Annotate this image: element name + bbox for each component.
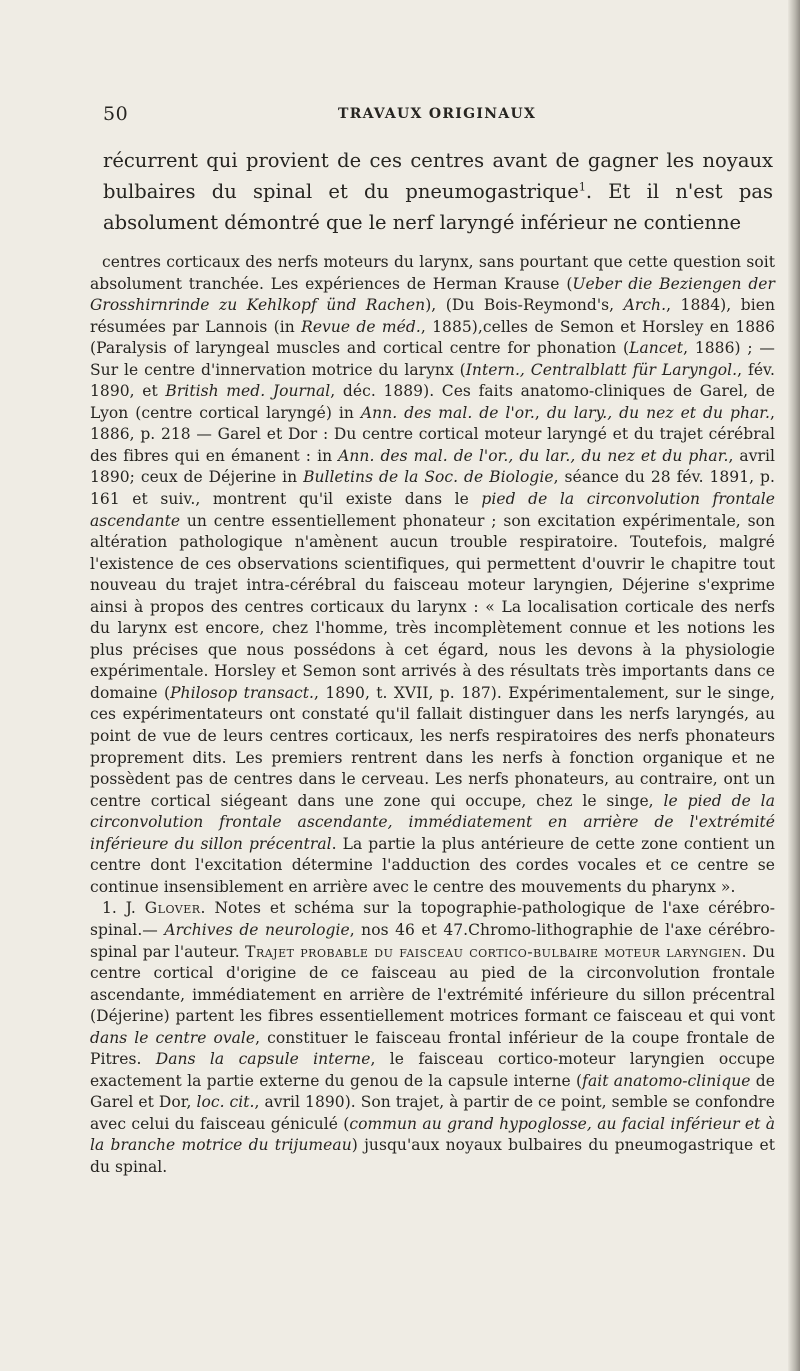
text-run: , constituer le faisceau frontal inférieur de la coupe frontale de Pitres. (90, 1028, 775, 1069)
page-edge-shadow (788, 0, 800, 1371)
text-run: , fév. 1890, et (90, 360, 775, 401)
lower-text-block (90, 252, 775, 1179)
upper-paragraph (103, 145, 773, 238)
running-title: TRAVAUX ORIGINAUX (338, 106, 537, 122)
text-run: , 1885),celles de Semon et Horsley en 1886 (Paralysis of laryngeal muscles and cortical centre for phonation ( (90, 317, 776, 358)
citation-title: Philosop transact. (170, 683, 315, 702)
emphasized-term: Dans la capsule interne (155, 1050, 371, 1069)
text-run: un centre essentiellement phonateur ; son excitation expérimentale, son altération pathologique n'amènent aucun trouble respiratoire. Toutefois, malgré l'existence de ces observations scientifiques, qui permettent d'ouvrir le chapitre tout nouveau du trajet intra-cérébral du faisceau moteur laryngien, Déjerine s'exprime ainsi à propos des centres corticaux du larynx : « La localisation corticale des nerfs du larynx est encore, chez l'homme, très incomplètement connue et les notions les plus précises que nous possédons à cet égard, nous les devons à la physiologie expérimentale. Horsley et Semon sont arrivés à des résultats très importants dans ce domaine ( (90, 511, 775, 702)
emphasized-term: pied de la circonvolution frontale ascendante (90, 490, 775, 530)
body-paragraph (90, 252, 775, 898)
page-number: 50 (103, 103, 129, 125)
emphasized-term: dans le centre ovale (90, 1028, 256, 1047)
upper-text-end: . Et il n'est pas absolument démontré que le nerf laryngé inférieur ne contienne (103, 180, 773, 234)
citation-title: Lancet (629, 339, 684, 358)
text-run: , séance du 28 fév. 1891, p. 161 et suiv., montrent qu'il existe dans le (90, 468, 775, 509)
citation-title: Intern., Centralblatt für Laryngol. (465, 360, 738, 379)
text-run: . La partie la plus antérieure de cette zone contient un centre dont l'excitation détermine l'adduction des cordes vocales et ce centre se continue insensiblement en arrière avec le centre des mouvements du pharynx ». (90, 834, 775, 896)
citation-title: Ann. des mal. de l'or., du lar., du nez et du phar. (338, 446, 729, 465)
citation-title: Ueber die Beziengen der Grosshirnrinde zu Kehlkopf ünd Rachen (90, 274, 775, 315)
text-run: 1. J. (102, 899, 145, 918)
text-run: , (534, 403, 547, 422)
text-run: de Garel et Dor, (90, 1071, 775, 1112)
text-run: , 1886, p. 218 — Garel et Dor : Du centre cortical moteur laryngé et du trajet cérébral des fibres qui en émanent : in (90, 403, 775, 465)
emphasized-term: le pied de la circonvolution frontale ascendante, immédiatement en arrière de l'extrémité inférieure du sillon précentral (90, 791, 775, 853)
citation-title: Archives de neurologie (164, 920, 350, 939)
text-run: , 1890, t. XVII, p. 187). Expérimentalement, sur le singe, ces expérimentateurs ont constaté qu'il fallait distinguer dans les nerfs laryngés, au point de vue de leurs centres corticaux, les nerfs respiratoires des nerfs phonateurs proprement dits. Les premiers rentrent dans les nerfs à fonction organique et ne possèdent pas de centres dans le cerveau. Les nerfs phonateurs, au contraire, ont un centre cortical siégeant dans une zone qui occupe, chez le singe, (90, 683, 775, 810)
footnote (90, 898, 775, 1178)
emphasized-term: commun au grand hypoglosse, au facial inférieur et à la branche motrice du trijumeau (90, 1114, 775, 1155)
text-run: , 1886) ; — Sur le centre d'innervation motrice du larynx ( (90, 339, 775, 379)
emphasized-term: fait anatomo-clinique (582, 1071, 751, 1090)
citation-title: British med. Journal (165, 382, 331, 401)
citation-title: du lary., du nez et du phar. (546, 403, 771, 422)
text-run: , nos 46 et 47.Chromo-lithographie de l'axe cérébro-spinal par l'auteur. (90, 920, 775, 961)
text-run: Du centre cortical d'origine de ce faisceau au pied de la circonvolution frontale ascendante, immédiatement en arrière de l'extrémité inférieure du sillon précentral (Déjerine) partent les fibres essentiellement motrices formant ce faisceau et qui vont (90, 942, 775, 1026)
text-run: , avril 1890; ceux de Déjerine in (90, 446, 775, 487)
text-run: , avril 1890). Son trajet, à partir de ce point, semble se confondre avec celui du faisceau géniculé ( (90, 1093, 775, 1133)
upper-text-start: récurrent qui provient de ces centres avant de gagner les noyaux bulbaires du spinal et du pneumogastrique (103, 149, 773, 203)
footnote-reference: 1 (578, 180, 586, 194)
author-name: Glover (144, 899, 201, 918)
citation-title: loc. cit. (196, 1093, 255, 1112)
section-title: Trajet probable du faisceau cortico-bulbaire moteur laryngien. (245, 942, 748, 961)
text-run: . Notes et schéma sur la topographie-pathologique de l'axe cérébro-spinal.— (90, 899, 775, 939)
text-run: , 1884), bien résumées par Lannois (in (90, 296, 775, 336)
text-run: , déc. 1889). Ces faits anatomo-cliniques de Garel, de Lyon (centre cortical laryngé) in (90, 382, 775, 422)
citation-title: Ann. des mal. de l'or. (360, 403, 535, 422)
text-run: centres corticaux des nerfs moteurs du larynx, sans pourtant que cette question soit absolument tranchée. Les expériences de Herman Krause ( (90, 253, 775, 293)
text-run: ) jusqu'aux noyaux bulbaires du pneumogastrique et du spinal. (90, 1136, 775, 1176)
citation-title: Revue de méd. (301, 317, 421, 336)
text-run: ), (Du Bois-Reymond's, (425, 296, 624, 315)
citation-title: Arch. (623, 296, 667, 315)
citation-title: Bulletins de la Soc. de Biologie (303, 468, 554, 487)
text-run: , le faisceau cortico-moteur laryngien occupe exactement la partie externe du genou de la capsule interne ( (90, 1050, 776, 1090)
